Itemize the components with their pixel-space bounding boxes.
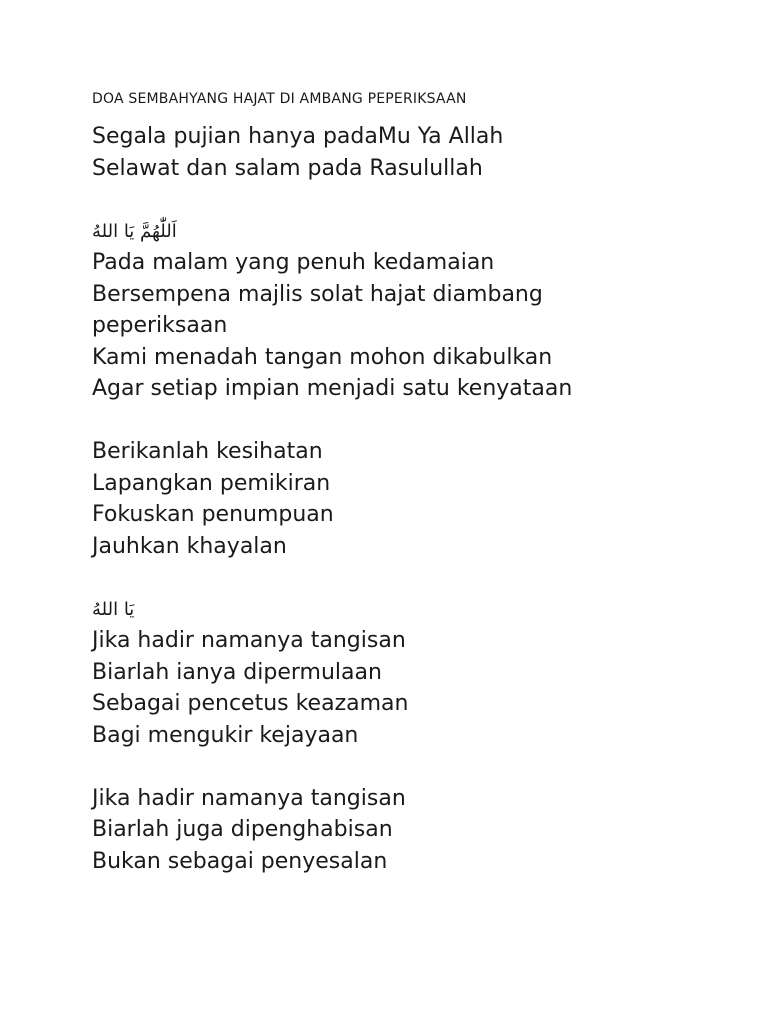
stanza-fourth <box>92 783 732 878</box>
poem-line: Kami menadah tangan mohon dikabulkan <box>92 344 553 370</box>
poem-line: Selawat dan salam pada Rasulullah <box>92 155 483 181</box>
poem-line: Jauhkan khayalan <box>92 533 287 559</box>
poem-line: Lapangkan pemikiran <box>92 470 331 496</box>
poem-line: Biarlah ianya dipermulaan <box>92 659 382 685</box>
poem-line: Segala pujian hanya padaMu Ya Allah <box>92 124 504 149</box>
poem-line: Jika hadir namanya tangisan <box>92 785 406 811</box>
text-column <box>92 89 732 877</box>
document-title: DOA SEMBAHYANG HAJAT DI AMBANG PEPERIKSAAN <box>92 91 467 107</box>
poem-line: Berikanlah kesihatan <box>92 439 323 464</box>
title-spacer <box>92 109 732 121</box>
poem-line: Agar setiap impian menjadi satu kenyataan <box>92 376 573 401</box>
poem-line: peperiksaan <box>92 313 228 338</box>
arabic-text: يَا اللهُ <box>92 598 135 620</box>
poem-line: Sebagai pencetus keazaman <box>92 691 409 716</box>
blank-line <box>92 184 732 216</box>
blank-line <box>92 751 732 783</box>
poem-line: Bagi mengukir kejayaan <box>92 722 359 748</box>
poem-line: Bersempena majlis solat hajat diambang <box>92 281 543 307</box>
arabic-invocation-2 <box>92 594 732 626</box>
stanza-third <box>92 625 732 751</box>
poem-line: Bukan sebagai penyesalan <box>92 848 388 874</box>
stanza-second <box>92 436 732 562</box>
poem-line: Jika hadir namanya tangisan <box>92 628 406 653</box>
poem-line: Biarlah juga dipenghabisan <box>92 817 393 842</box>
blank-line <box>92 562 732 594</box>
arabic-text: اَللّٰهُمَّ يَا اللهُ <box>92 220 177 242</box>
arabic-invocation-1 <box>92 216 732 248</box>
stanza-opening <box>92 121 732 184</box>
stanza-first <box>92 247 732 405</box>
poem-line: Fokuskan penumpuan <box>92 502 334 527</box>
poem-line: Pada malam yang penuh kedamaian <box>92 250 495 275</box>
blank-line <box>92 405 732 437</box>
